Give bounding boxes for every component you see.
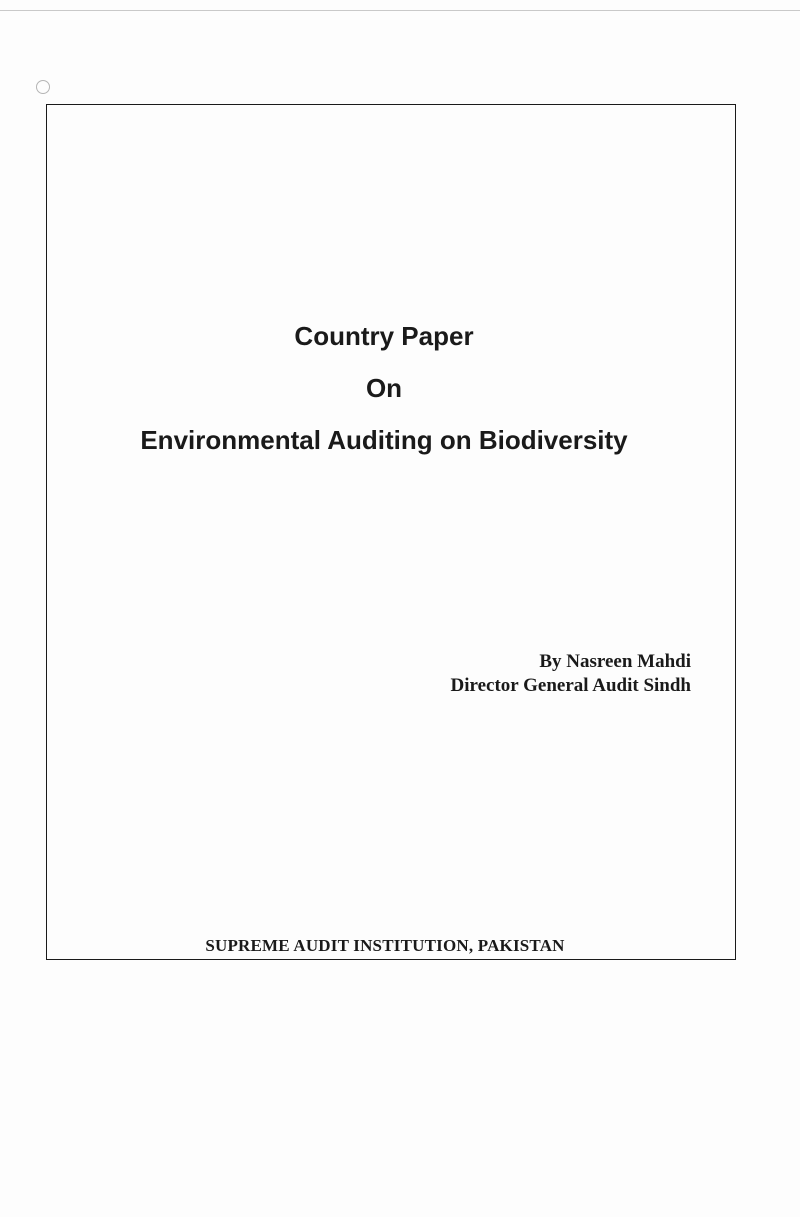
author-name: By Nasreen Mahdi <box>539 651 691 672</box>
title-line-on: On <box>365 373 403 403</box>
title-line-country-paper: Country Paper <box>294 321 474 351</box>
institution-name: SUPREME AUDIT INSTITUTION, PAKISTAN <box>205 936 565 955</box>
title-line-subject: Environmental Auditing on Biodiversity <box>140 425 628 455</box>
punch-hole-mark <box>36 80 50 94</box>
author-role: Director General Audit Sindh <box>450 675 691 696</box>
cover-border-frame <box>46 104 736 960</box>
scan-edge-line <box>0 10 800 11</box>
